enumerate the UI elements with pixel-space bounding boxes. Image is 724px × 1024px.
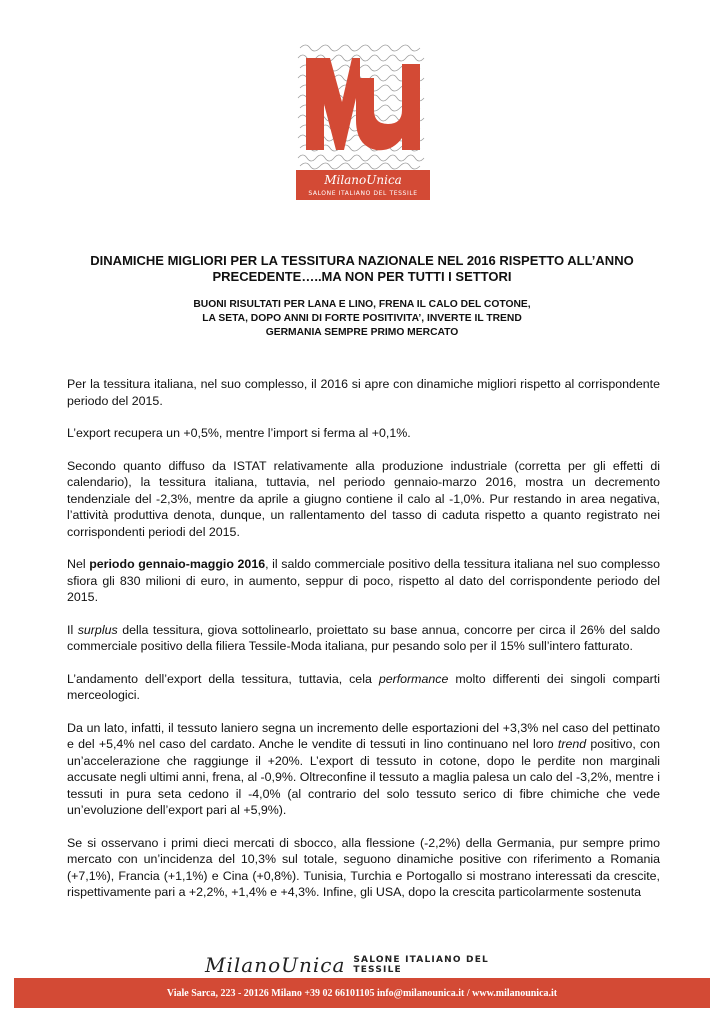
paragraph-4-bold: periodo gennaio-maggio 2016 (89, 557, 266, 571)
footer-contact-bar (14, 978, 710, 1008)
paragraph-5-start: Il (67, 622, 78, 637)
page-subtitle (60, 298, 664, 340)
paragraph-8: Se si osservano i primi dieci mercati di sbocco, alla flessione (-2,2%) della Germania, pur sempre primo mercato con un’incidenza del 10,3% sul totale, seguono dinamiche positive con riferimento a Romania (+7,1%), Francia (+1,1%) e Cina (+0,8%). Tunisia, Turchia e Portogallo si mostrano interessati da crescite, rispettivamente pari a +2,2%, +1,4% e +4,3%. Infine, gli USA, dopo la crescita particolarmente sostenuta (67, 835, 660, 899)
paragraph-7-start: Da un lato, infatti, il tessuto laniero segna un incremento delle esportazioni del +3,3% nel caso del pettinato e del +5,4% nel caso del cardato. Anche le vendite di tessuti in lino continuano nel loro (67, 720, 660, 751)
paragraph-5-end: della tessitura, giova sottolinearlo, proiettato su base annua, concorre per circa il 26% del saldo commerciale positivo della filiera Tessile-Moda italiana, pur pesando solo per il 15% sull’intero fatturato. (67, 622, 661, 653)
paragraph-4-start: Nel (67, 557, 90, 571)
subtitle-line-3: GERMANIA SEMPRE PRIMO MERCATO (265, 327, 459, 338)
subtitle-line-1: BUONI RISULTATI PER LANA E LINO, FRENA IL CALO DEL COTONE, (193, 299, 531, 310)
paragraph-7-end: positivo, con un’accelerazione che raggiunge il +20%. L’export di tessuto in cotone, dopo le perdite non marginali accusate negli ultimi anni, frena, al -0,9%. Oltreconfine il tessuto a maglia palesa un calo del -3,2%, mentre i tessuti in pura seta cedono il -4,0% (al contrario del solo tessuto serico di fibre chimiche che vede un’evoluzione dell’export pari al +5,9%). (67, 737, 660, 817)
paragraph-5-italic: surplus (77, 622, 118, 637)
footer-tagline: SALONE ITALIANO DEL TESSILE (353, 955, 489, 975)
paragraph-6-italic: performance (378, 671, 449, 686)
paragraph-7-italic: trend (557, 737, 587, 751)
logo-tagline: SALONE ITALIANO DEL TESSILE (308, 190, 418, 197)
page-title (60, 253, 664, 285)
paragraph-1: Per la tessitura italiana, nel suo complesso, il 2016 si apre con dinamiche migliori rispetto al corrispondente periodo del 2015. (67, 377, 660, 408)
paragraph-6 (67, 671, 660, 704)
paragraph-7 (67, 720, 660, 819)
footer-brand-script: MilanoUnica (205, 953, 346, 977)
article-body (67, 376, 660, 917)
logo-brand-script: MilanoUnica (324, 173, 402, 187)
paragraph-2: L’export recupera un +0,5%, mentre l’import si ferma al +0,1%. (67, 426, 411, 440)
footer-signature (205, 951, 525, 979)
paragraph-4 (67, 556, 660, 606)
subtitle-line-2: LA SETA, DOPO ANNI DI FORTE POSITIVITA’, INVERTE IL TREND (202, 313, 522, 324)
milanounica-logo (296, 38, 430, 200)
paragraph-4-end: , il saldo commerciale positivo della tessitura italiana nel suo complesso sfiora gli 830 milioni di euro, in aumento, seppur di poco, rispetto al dato del corrispondente periodo del 2015. (67, 557, 661, 604)
logo-graphic (296, 38, 430, 200)
paragraph-6-start: L’andamento dell’export della tessitura, tuttavia, cela (67, 671, 379, 686)
footer-contact: Viale Sarca, 223 - 20126 Milano +39 02 66101105 info@milanounica.it / www.milanounica.it (166, 987, 558, 999)
paragraph-3: Secondo quanto diffuso da ISTAT relativamente alla produzione industriale (corretta per gli effetti di calendario), la tessitura italiana, tuttavia, nel periodo gennaio-marzo 2016, mostra un decremento tendenziale del -2,3%, mentre da aprile a giugno contiene il calo al -1,0%. Pur restando in area negativa, l’attività produttiva denota, dunque, un rallentamento del tasso di caduta rispetto a quanto registrato nei corrispondenti periodi del 2015. (67, 458, 660, 539)
page-title-line-2: PRECEDENTE…..MA NON PER TUTTI I SETTORI (212, 269, 512, 284)
paragraph-5 (67, 622, 660, 655)
paragraph-6-end: molto differenti dei singoli comparti merceologici. (67, 671, 660, 702)
page-title-line-1: DINAMICHE MIGLIORI PER LA TESSITURA NAZIONALE NEL 2016 RISPETTO ALL’ANNO (90, 253, 634, 268)
